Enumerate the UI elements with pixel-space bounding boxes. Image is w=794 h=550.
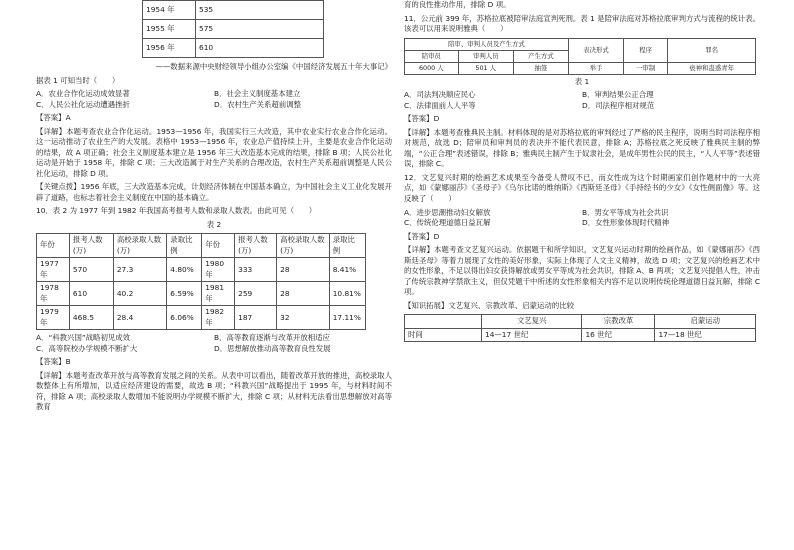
table-cell: 1981 年 — [202, 282, 235, 306]
header-cell: 录取比例 — [329, 234, 365, 258]
extension-title: 【知识拓展】文艺复兴、宗教改革、启蒙运动的比较 — [404, 300, 574, 310]
table-cell: 28 — [277, 282, 330, 306]
table-cell: 32 — [277, 306, 330, 330]
header-cell: 产生方式 — [513, 50, 568, 62]
table-cell: 610 — [69, 282, 113, 306]
table-cell: 抽签 — [513, 62, 568, 74]
header-cell: 程序 — [624, 38, 668, 62]
option-c: C．人民公社化运动遭遇挫折 — [36, 99, 130, 109]
option-b: B．社会主义制度基本建立 — [214, 89, 301, 99]
table-cell: 1982 年 — [202, 306, 235, 330]
table-cell: 570 — [69, 258, 113, 282]
table-row — [37, 282, 366, 306]
option-c: C．传统伦理道德日益瓦解 — [404, 218, 491, 228]
question-10-options — [36, 333, 392, 354]
table-cell: 1977 年 — [37, 258, 70, 282]
table-cell: 1978 年 — [37, 282, 70, 306]
table-cell: 28.4 — [113, 306, 166, 330]
table-row — [143, 39, 324, 58]
table-cell: 610 — [196, 39, 324, 58]
table-cell: 举手 — [568, 62, 623, 74]
header-cell: 启蒙运动 — [655, 315, 756, 329]
table-cell: 时间 — [405, 328, 482, 342]
table-cell: 1954 年 — [143, 1, 196, 20]
table2-caption: 表 2 — [206, 219, 222, 229]
detail-9: 【详解】本题考查农业合作化运动。1953—1956 年，我国实行三大改造，其中农业实行农业合作化运动。这一运动推动了农业生产的大发展。表格中 1953—1956 年，农业总产值持续上升，主要是农业合作化运动的结果，故 A 项正确；社会主义制度基本建立是 1956 年三大改造基本完成的结果，排除 B 项；人民公社化运动是开始于 1958 年，排除 C 项；三大改造属于对生产关系的合理改造，农村生产关系超前调整是人民公社化运动，排除 D 项。 — [36, 126, 392, 178]
question-11-stem: 11．公元前 399 年，苏格拉底被陪审法庭宣判死刑。表 1 是陪审法庭对苏格拉底审判方式与流程的统计表。该表可以用来说明雅典（ ） — [404, 13, 760, 34]
table-cell: 259 — [235, 282, 277, 306]
header-cell: 报考人数(万) — [69, 234, 113, 258]
header-cell: 文艺复兴 — [482, 315, 582, 329]
key-point-9: 【关键点拨】1956 年底，三大改造基本完成，计划经济体制在中国基本确立，为中国社会主义工业化发展开辟了道路，也标志着社会主义制度在中国的基本确立。 — [36, 182, 392, 202]
table-cell: 10.81% — [329, 282, 365, 306]
table-cell: 1955 年 — [143, 20, 196, 39]
detail-11: 【详解】本题考查雅典民主制。材料体现的是对苏格拉底的审判经过了严格的民主程序，说明当时司法程序相对规范，故选 D；陪审员和审判员的表决并不能代表民意，排除 A；苏格拉底之死反映了雅典民主制的弊端，“公正合理”表述错误，排除 B；雅典民主制产生于奴隶社会，是成年男性公民的民主，“人人平等”表述错误，排除 C。 — [404, 127, 760, 169]
table-cell: 6.59% — [167, 282, 202, 306]
header-cell: 宗教改革 — [582, 315, 655, 329]
table-2 — [36, 233, 366, 330]
question-9-stem: 据表 1 可知当时（ ） — [36, 75, 120, 85]
table-header-row — [405, 38, 756, 50]
header-cell: 报考人数(万) — [235, 234, 277, 258]
header-cell: 年份 — [202, 234, 235, 258]
answer-12: 【答案】D — [404, 231, 440, 241]
table-cell: 40.2 — [113, 282, 166, 306]
header-cell: 高校录取人数(万) — [277, 234, 330, 258]
table-cell: 468.5 — [69, 306, 113, 330]
question-11-options — [404, 90, 760, 111]
option-d: D．司法程序相对规范 — [582, 100, 655, 110]
option-a: A．进步思潮推动妇女解放 — [404, 207, 491, 217]
table-cell: 1956 年 — [143, 39, 196, 58]
detail-10: 【详解】本题考查改革开放与高等教育发展之间的关系。从表中可以看出，随着改革开放的推进，高校录取人数整体上有所增加，以适应经济建设的需要，故选 B 项；“科教兴国”战略提出于 1995 年，与材料时间不符，排除 A 项；高校录取人数增加不能说明办学规模不断扩大，排除 C 项；从材料无法看出思想解放对高等教育 — [36, 370, 392, 412]
table-cell: 14—17 世纪 — [482, 328, 582, 342]
table-cell: 17—18 世纪 — [655, 328, 756, 342]
table-row — [405, 62, 756, 74]
table-row — [143, 20, 324, 39]
table-header-row — [37, 234, 366, 258]
header-cell: 表决形式 — [568, 38, 623, 62]
table-cell: 16 世纪 — [582, 328, 655, 342]
table-row — [405, 328, 756, 342]
table-cell: 187 — [235, 306, 277, 330]
table-row — [37, 306, 366, 330]
table-cell: 亵神和蛊惑青年 — [668, 62, 756, 74]
table-cell: 8.41% — [329, 258, 365, 282]
table-cell: 535 — [196, 1, 324, 20]
detail-10-continued: 育的良性推动作用，排除 D 项。 — [404, 0, 511, 9]
table-cell: 1979 年 — [37, 306, 70, 330]
option-c: C．高等院校办学规模不断扩大 — [36, 343, 138, 353]
table-cell: 6000 人 — [405, 62, 459, 74]
option-c: C．法律面前人人平等 — [404, 100, 476, 110]
table-cell: 17.11% — [329, 306, 365, 330]
table-header-row — [405, 315, 756, 329]
header-cell: 罪名 — [668, 38, 756, 62]
option-b: B．审判结果公正合理 — [582, 90, 654, 100]
table-top — [142, 0, 324, 58]
option-b: B．高等教育逐渐与改革开放相适应 — [214, 333, 330, 343]
option-d: D．思想解放推动高等教育良性发展 — [214, 343, 331, 353]
header-cell: 高校录取人数(万) — [113, 234, 166, 258]
question-12-stem: 12．文艺复兴时期的绘画艺术成果至今备受人赞叹不已，而女性成为这个时期画家们创作题材中的一大亮点，如《蒙娜丽莎》《圣母子》《乌尔比诺的维纳斯》《西斯廷圣母》《手持经书的少女》《女性侧面像》等。这反映了（ ） — [404, 172, 760, 203]
question-10-stem: 10．表 2 为 1977 年到 1982 年我国高考报考人数和录取人数表。由此可见（ ） — [36, 206, 317, 216]
table-cell: 575 — [196, 20, 324, 39]
table1-caption: 表 1 — [574, 76, 590, 86]
option-d: D．女性形象体现时代精神 — [582, 218, 669, 228]
table-cell: 一审制 — [624, 62, 668, 74]
answer-11: 【答案】D — [404, 114, 440, 124]
table-cell: 501 人 — [458, 62, 513, 74]
question-9-options — [36, 89, 392, 110]
table-row — [37, 258, 366, 282]
option-d: D．农村生产关系超前调整 — [214, 99, 301, 109]
left-column — [36, 0, 392, 416]
header-cell — [405, 315, 482, 329]
table-cell: 27.3 — [113, 258, 166, 282]
comparison-table — [404, 314, 756, 342]
option-a: A．司法判决顺应民心 — [404, 90, 476, 100]
table-row — [143, 1, 324, 20]
header-cell: 年份 — [37, 234, 70, 258]
question-12-options — [404, 208, 760, 229]
answer-10: 【答案】B — [36, 357, 71, 367]
answer-9: 【答案】A — [36, 113, 71, 123]
header-cell: 审判人员 — [458, 50, 513, 62]
source-note: ——数据来源中央财经领导小组办公室编《中国经济发展五十年大事记》 — [155, 62, 392, 71]
table-cell: 6.06% — [167, 306, 202, 330]
option-a: A．农业合作化运动成效显著 — [36, 89, 130, 99]
table-cell: 1980 年 — [202, 258, 235, 282]
header-group-cell: 陪审、审判人员及产生方式 — [405, 38, 569, 50]
table-1 — [404, 38, 756, 75]
table-cell: 333 — [235, 258, 277, 282]
header-cell: 陪审员 — [405, 50, 459, 62]
option-a: A．“科教兴国”战略初见成效 — [36, 333, 131, 343]
table-cell: 4.80% — [167, 258, 202, 282]
header-cell: 录取比例 — [167, 234, 202, 258]
option-b: B．男女平等成为社会共识 — [582, 207, 669, 217]
right-column — [404, 0, 760, 342]
table-cell: 28 — [277, 258, 330, 282]
detail-12: 【详解】本题考查文艺复兴运动。依据题干和所学知识，文艺复兴运动时期的绘画作品，如《蒙娜丽莎》《西斯廷圣母》等着力展现了女性的美好形象，实际上体现了人文主义精神，故选 D 项；文艺复兴的绘画艺术中的女性形象，不足以得出妇女获得解放或男女平等成为社会共识，排除 A、B 两项；文艺复兴提倡人性，冲击了传统宗教神学禁欲主义，但仅凭题干中所述的女性形象相关内容不足以说明传统伦理道德日益瓦解，排除 C 项。 — [404, 245, 760, 297]
